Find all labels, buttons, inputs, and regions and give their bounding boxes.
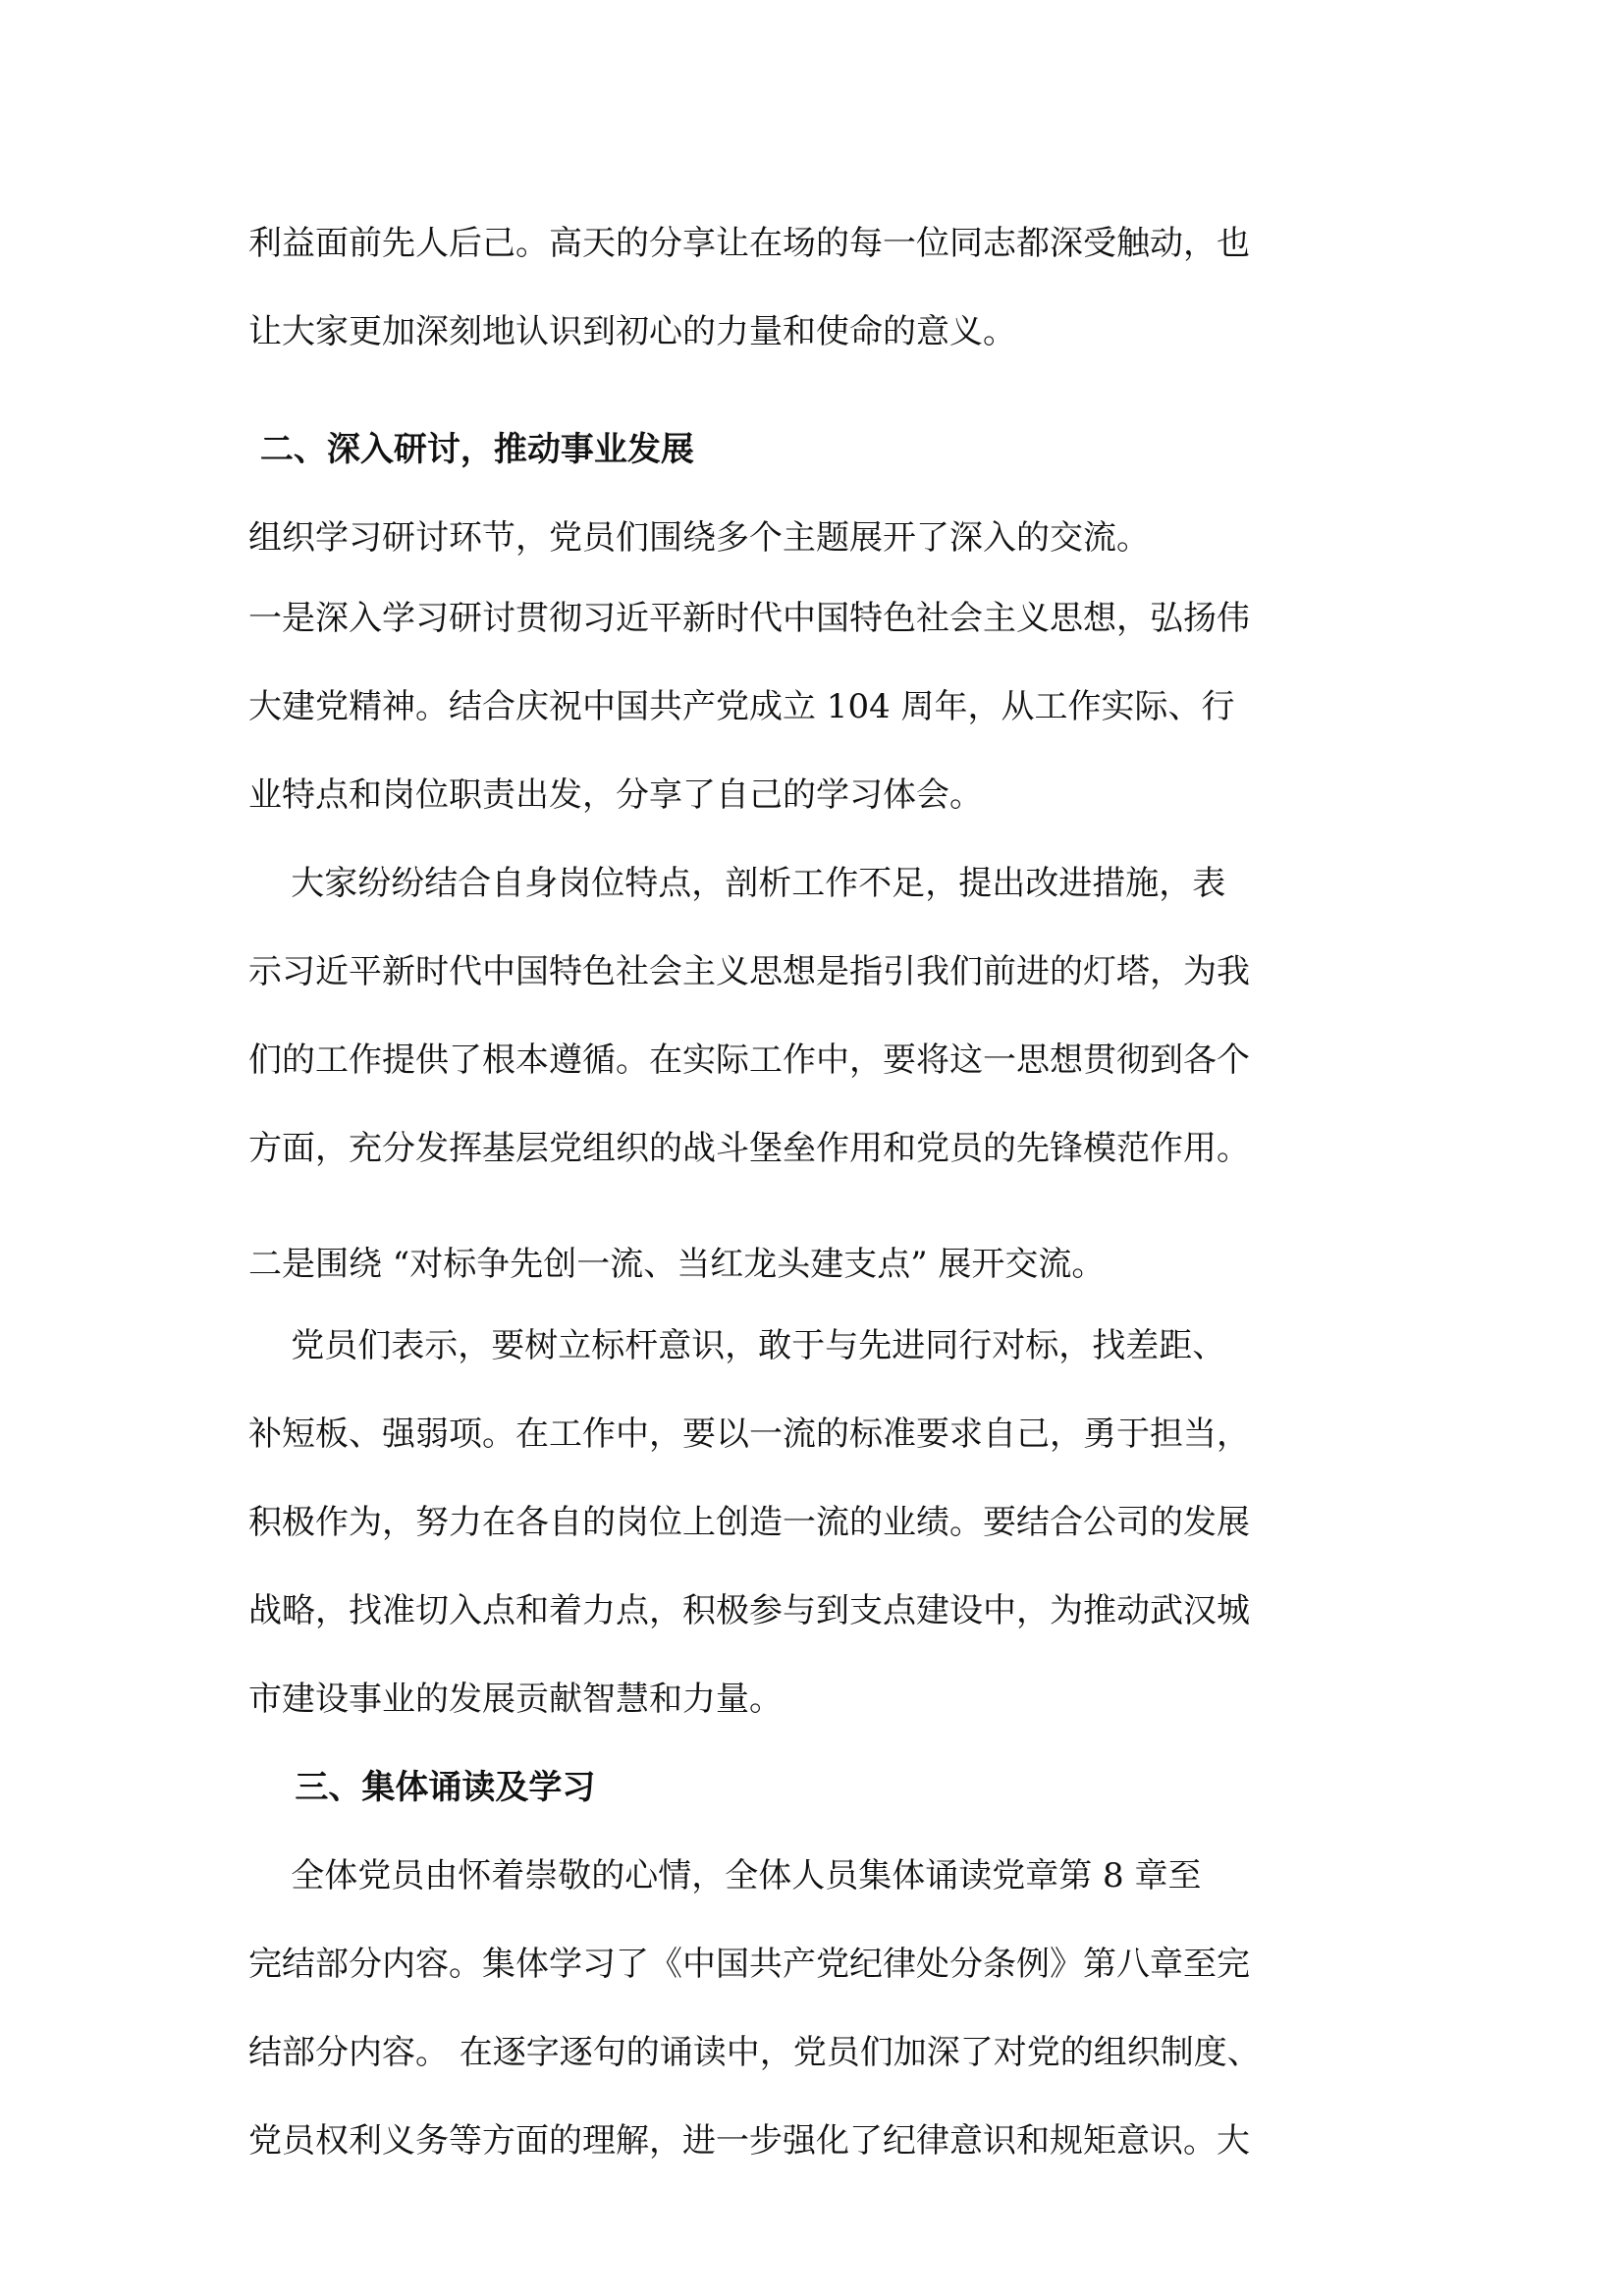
paragraph-line: 市建设事业的发展贡献智慧和力量。: [248, 1680, 783, 1719]
paragraph-line: 党员们表示，要树立标杆意识，敢于与先进同行对标，找差距、: [248, 1326, 1226, 1365]
paragraph-line: 大建党精神。结合庆祝中国共产党成立 104 周年，从工作实际、行: [248, 687, 1235, 726]
paragraph-line: 结部分内容。 在逐字逐句的诵读中，党员们加深了对党的组织制度、: [248, 2033, 1261, 2072]
paragraph-line: 让大家更加深刻地认识到初心的力量和使命的意义。: [248, 312, 1016, 351]
paragraph-line: 二是围绕 “对标争先创一流、当红龙头建支点” 展开交流。: [248, 1245, 1106, 1284]
paragraph-line: 方面，充分发挥基层党组织的战斗堡垒作用和党员的先锋模范作用。: [248, 1129, 1250, 1168]
paragraph-line: 党员权利义务等方面的理解，进一步强化了纪律意识和规矩意识。大: [248, 2121, 1250, 2161]
section-heading: 二、深入研讨，推动事业发展: [248, 430, 694, 469]
paragraph-line: 们的工作提供了根本遵循。在实际工作中，要将这一思想贯彻到各个: [248, 1041, 1250, 1080]
paragraph-line: 一是深入学习研讨贯彻习近平新时代中国特色社会主义思想，弘扬伟: [248, 599, 1250, 638]
paragraph-line: 补短板、强弱项。在工作中，要以一流的标准要求自己，勇于担当，: [248, 1415, 1250, 1454]
paragraph-line: 组织学习研讨环节，党员们围绕多个主题展开了深入的交流。: [248, 518, 1150, 558]
paragraph-line: 战略，找准切入点和着力点，积极参与到支点建设中，为推动武汉城: [248, 1591, 1250, 1630]
paragraph-line: 全体党员由怀着崇敬的心情，全体人员集体诵读党章第 8 章至: [248, 1856, 1202, 1896]
paragraph-line: 业特点和岗位职责出发，分享了自己的学习体会。: [248, 775, 983, 815]
paragraph-line: 积极作为，努力在各自的岗位上创造一流的业绩。要结合公司的发展: [248, 1503, 1250, 1542]
paragraph-line: 利益面前先人后己。高天的分享让在场的每一位同志都深受触动，也: [248, 224, 1250, 263]
paragraph-line: 示习近平新时代中国特色社会主义思想是指引我们前进的灯塔，为我: [248, 952, 1250, 991]
paragraph-line: 完结部分内容。集体学习了《中国共产党纪律处分条例》第八章至完: [248, 1945, 1250, 1984]
paragraph-line: 大家纷纷结合自身岗位特点，剖析工作不足，提出改进措施，表: [248, 864, 1226, 903]
section-heading: 三、集体诵读及学习: [248, 1768, 596, 1807]
